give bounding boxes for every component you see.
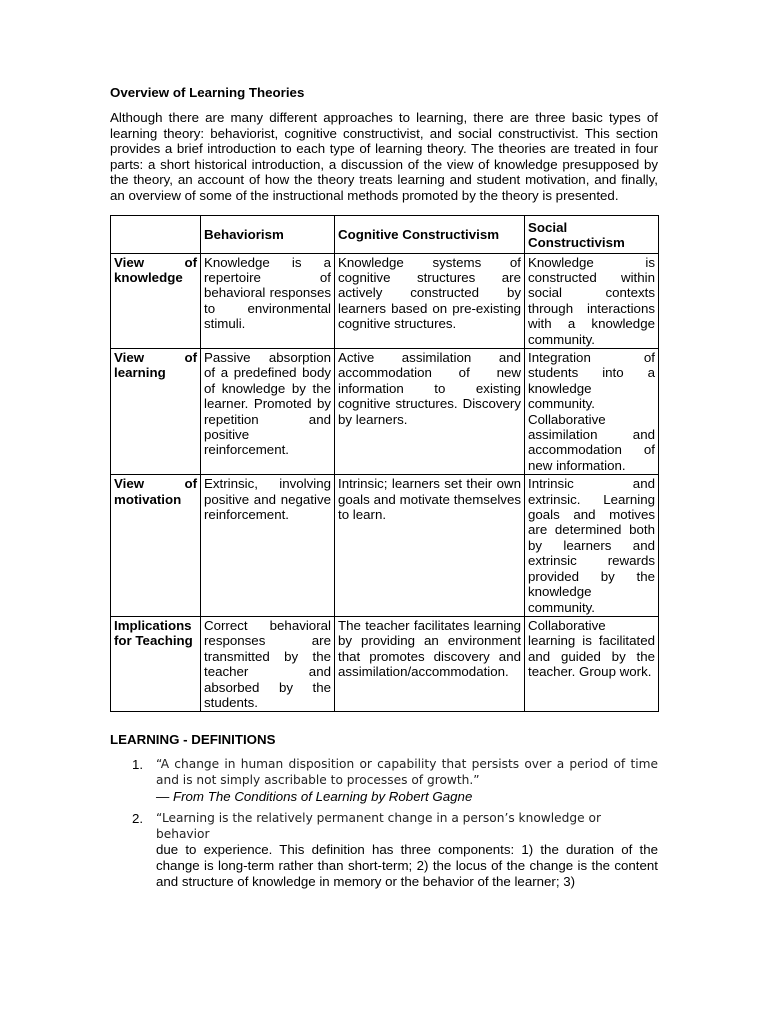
table-row <box>111 616 659 711</box>
table-cell: Intrinsic and extrinsic. Learning goals and motives are determined both by learners and extrinsic rewards provided by the knowledge community. <box>525 475 659 617</box>
page-title: Overview of Learning Theories <box>110 85 305 100</box>
table-header-cell: Cognitive Constructivism <box>335 215 525 253</box>
table-cell: The teacher facilitates learning by providing an environment that promotes discovery and assimilation/accommodation. <box>335 616 525 711</box>
definition-quote: “A change in human disposition or capability that persists over a period of time and is not simply ascribable to processes of growth.” <box>156 757 658 787</box>
table-cell: Knowledge is a repertoire of behavioral responses to environmental stimuli. <box>201 253 335 348</box>
table-cell: Knowledge systems of cognitive structures are actively constructed by learners based on pre-existing cognitive structures. <box>335 253 525 348</box>
table-header-cell: Social Constructivism <box>525 215 659 253</box>
table-cell: Intrinsic; learners set their own goals and motivate themselves to learn. <box>335 475 525 617</box>
list-item <box>110 757 658 804</box>
table-cell: Active assimilation and accommodation of new information to existing cognitive structures. Discovery by learners. <box>335 349 525 475</box>
document-page <box>110 85 658 896</box>
table-cell: Correct behavioral responses are transmitted by the teacher and absorbed by the students. <box>201 616 335 711</box>
definition-source: — From The Conditions of Learning by Robert Gagne <box>156 788 473 804</box>
definition-quote: “Learning is the relatively permanent change in a person’s knowledge or behavior <box>156 811 601 841</box>
table-row <box>111 475 659 617</box>
row-label: View of learning <box>111 349 201 475</box>
row-label: Implications for Teaching <box>111 616 201 711</box>
table-header-cell: Behaviorism <box>201 215 335 253</box>
definitions-heading: LEARNING - DEFINITIONS <box>110 732 276 748</box>
table-row <box>111 349 659 475</box>
definitions-list <box>110 757 658 889</box>
intro-paragraph: Although there are many different approaches to learning, there are three basic types of learning theory: behaviorist, cognitive constructivist, and social constructivist. This section provides a brief introduction to each type of learning theory. The theories are treated in four parts: a short historical introduction, a discussion of the view of knowledge presupposed by the theory, an account of how the theory treats learning and student motivation, and finally, an overview of some of the instructional methods promoted by the theory is presented. <box>110 110 658 203</box>
table-cell: Collaborative learning is facilitated and guided by the teacher. Group work. <box>525 616 659 711</box>
row-label: View of knowledge <box>111 253 201 348</box>
list-item <box>110 811 658 889</box>
table-cell: Passive absorption of a predefined body of knowledge by the learner. Promoted by repetition and positive reinforcement. <box>201 349 335 475</box>
table-cell: Extrinsic, involving positive and negative reinforcement. <box>201 475 335 617</box>
definition-text: due to experience. This definition has three components: 1) the duration of the change is long-term rather than short-term; 2) the locus of the change is the content and structure of knowledge in memory or the behavior of the learner; 3) <box>156 842 658 889</box>
list-number: 1. <box>132 757 144 773</box>
table-cell: Knowledge is constructed within social contexts through interactions with a knowledge community. <box>525 253 659 348</box>
table-header-row <box>111 215 659 253</box>
list-number: 2. <box>132 811 144 827</box>
row-label: View of motivation <box>111 475 201 617</box>
learning-theories-table <box>110 215 659 713</box>
table-cell: Integration of students into a knowledge community. Collaborative assimilation and accommodation of new information. <box>525 349 659 475</box>
table-header-cell <box>111 215 201 253</box>
table-row <box>111 253 659 348</box>
